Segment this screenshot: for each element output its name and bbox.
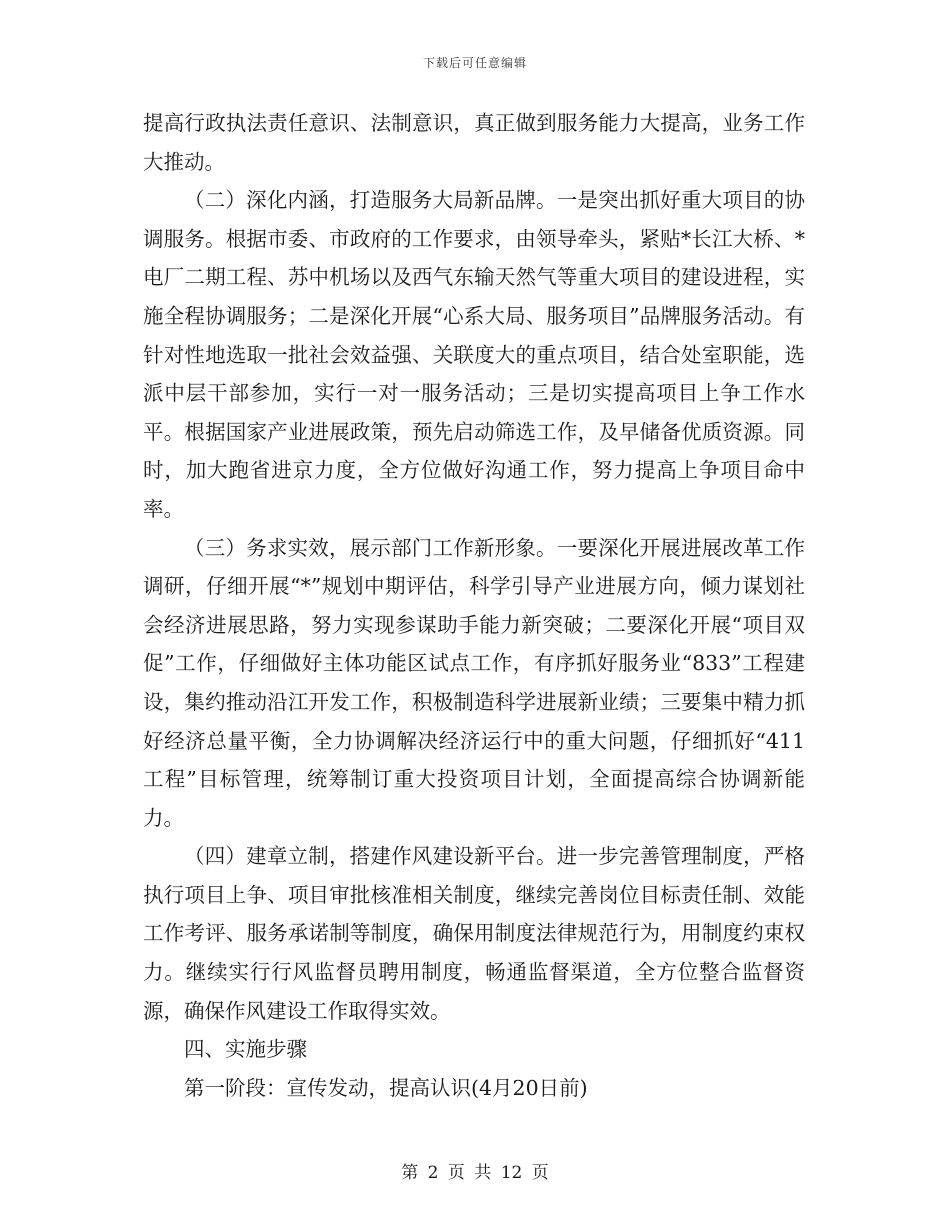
paragraph-continuation: 提高行政执法责任意识、法制意识，真正做到服务能力大提高，业务工作大推动。 xyxy=(143,111,805,174)
page-footer: 第 2 页 共 12 页 xyxy=(401,1163,549,1183)
paragraph-phase-one: 第一阶段：宣传发动，提高认识(4月20日前) xyxy=(184,1075,588,1100)
paragraph-section-two: （二）深化内涵，打造服务大局新品牌。一是突出抓好重大项目的协调服务。根据市委、市政府的工作要求，由领导牵头，紧贴*长江大桥、*电厂二期工程、苏中机场以及西气东输天然气等重大项目的建设进程，实施全程协调服务；二是深化开展“心系大局、服务项目”品牌服务活动。有针对性地选取一批社会效益强、关联度大的重点项目，结合处室职能，选派中层干部参加，实行一对一服务活动；三是切实提高项目上争工作水平。根据国家产业进展政策，预先启动筛选工作，及早储备优质资源。同时，加大跑省进京力度，全方位做好沟通工作，努力提高上争项目命中率。 xyxy=(143,188,805,521)
heading-implementation-steps: 四、实施步骤 xyxy=(184,1037,307,1062)
paragraph-section-three: （三）务求实效，展示部门工作新形象。一要深化开展进展改革工作调研，仔细开展“*”规划中期评估，科学引导产业进展方向，倾力谋划社会经济进展思路，努力实现参谋助手能力新突破；二要深化开展“项目双促”工作，仔细做好主体功能区试点工作，有序抓好服务业“833”工程建设，集约推动沿江开发工作，积极制造科学进展新业绩；三要集中精力抓好经济总量平衡，全力协调解决经济运行中的重大问题，仔细抓好“411工程”目标管理，统筹制订重大投资项目计划，全面提高综合协调新能力。 xyxy=(143,535,805,830)
paragraph-section-four: （四）建章立制，搭建作风建设新平台。进一步完善管理制度，严格执行项目上争、项目审批核准相关制度，继续完善岗位目标责任制、效能工作考评、服务承诺制等制度，确保用制度法律规范行为，用制度约束权力。继续实行行风监督员聘用制度，畅通监督渠道，全方位整合监督资源，确保作风建设工作取得实效。 xyxy=(143,844,805,1023)
document-body xyxy=(143,104,805,1107)
page-header: 下载后可任意编辑 xyxy=(422,56,527,70)
